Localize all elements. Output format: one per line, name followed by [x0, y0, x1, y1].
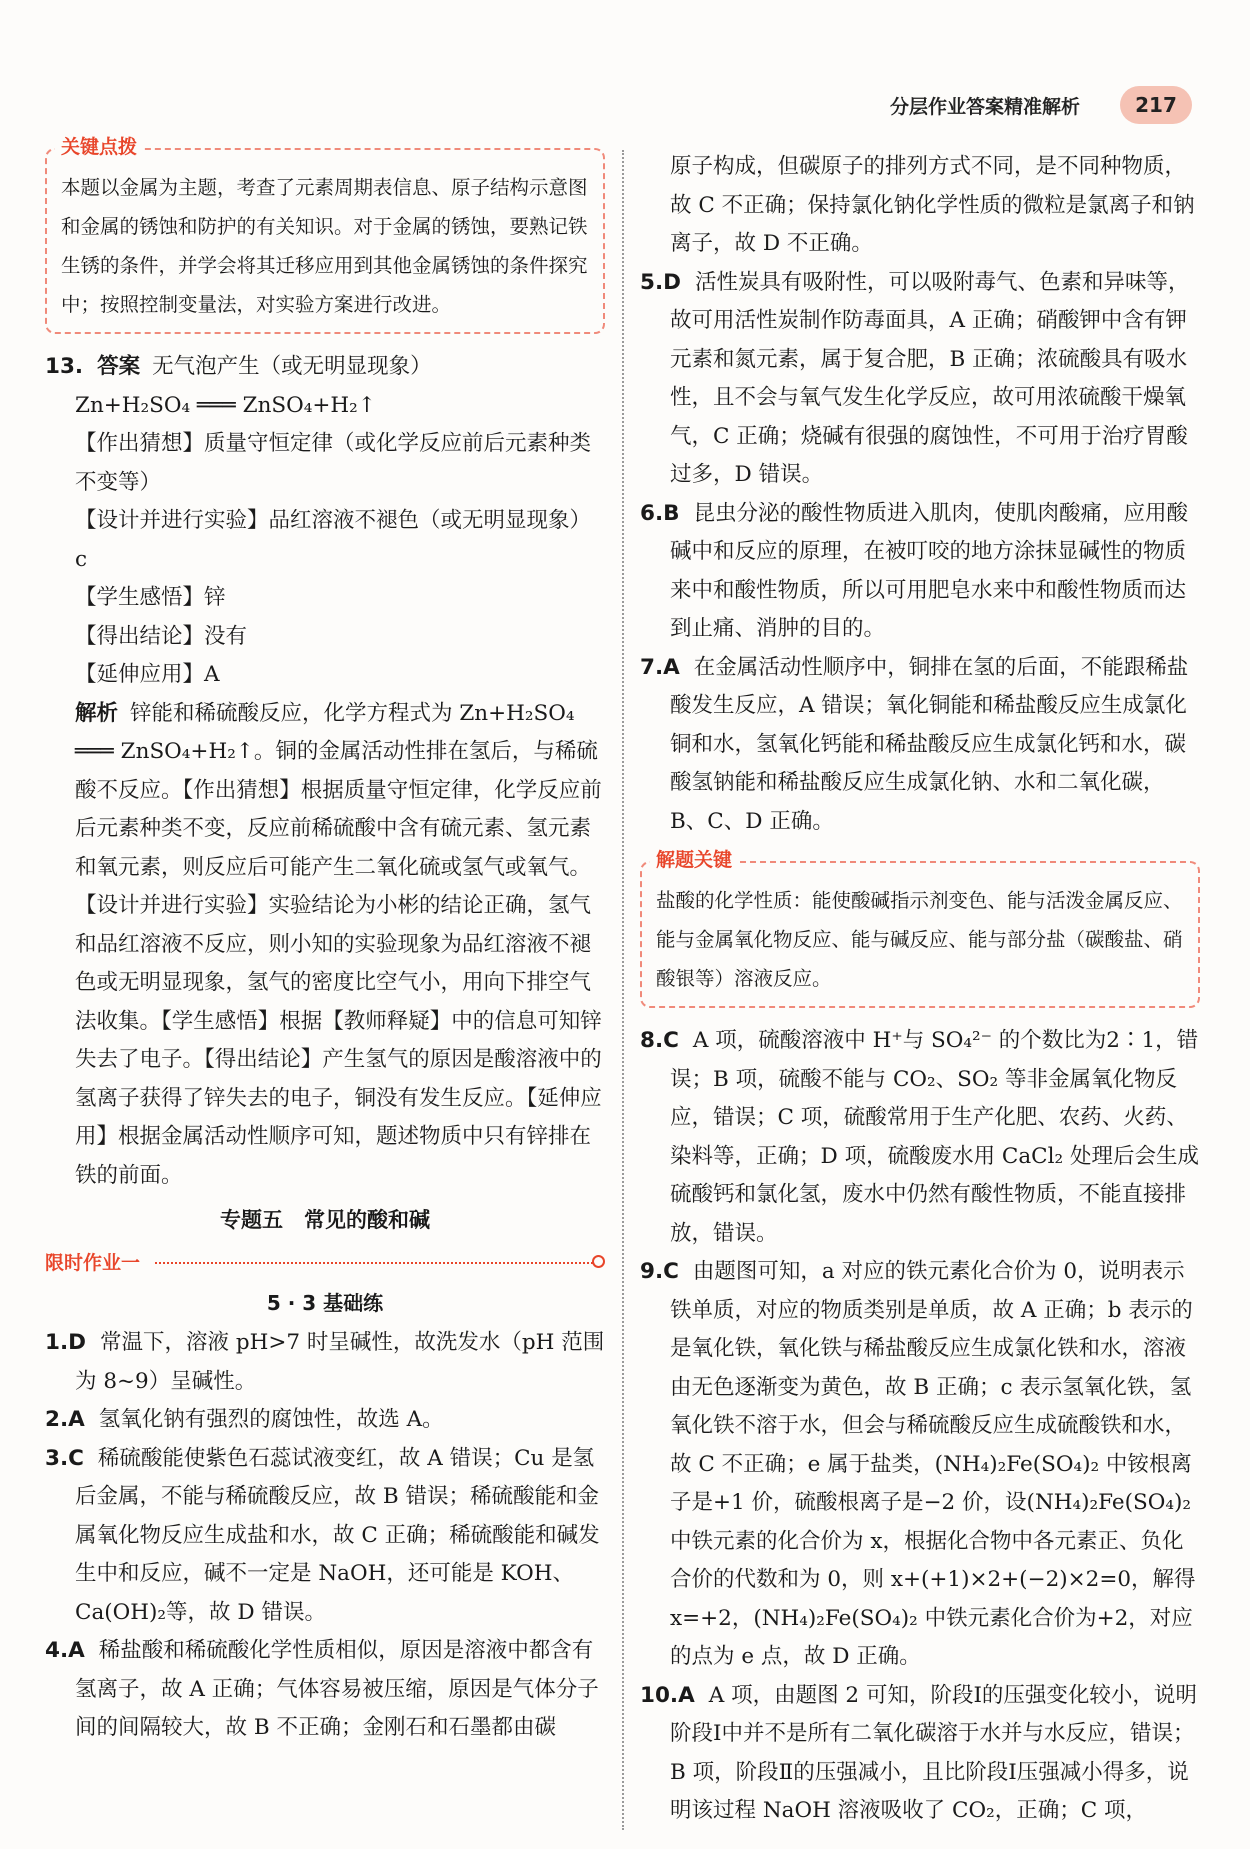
answer-line: 【得出结论】没有	[75, 623, 248, 649]
solution-key-title: 解题关键	[650, 845, 738, 875]
item-number: 10.A	[640, 1682, 695, 1708]
item-number: 1.D	[45, 1330, 86, 1355]
item-text: 稀盐酸和稀硫酸化学性质相似，原因是溶液中都含有氢离子，故 A 正确；气体容易被压缩，原因是气体分子间的间隔较大，故 B 不正确；金刚石和石墨都由碳	[75, 1638, 599, 1740]
solution-key-text: 盐酸的化学性质：能使酸碱指示剂变色、能与活泼金属反应、能与金属氧化物反应、能与碱反应、能与部分盐（碳酸盐、硝酸银等）溶液反应。	[656, 889, 1183, 990]
analysis-text: 锌能和稀硫酸反应，化学方程式为 Zn+H₂SO₄ ═══ ZnSO₄+H₂↑。铜的金属活动性排在氢后，与稀硫酸不反应。【作出猜想】根据质量守恒定律，化学反应前后元素种类不变，反应前稀硫酸中含有硫元素、氢元素和氧元素，则反应后可能产生二氧化硫或氢气或氧气。【设计并进行实验】实验结论为小彬的结论正确，氢气和品红溶液不反应，则小知的实验现象为品红溶液不褪色或无明显现象，氢气的密度比空气小，用向下排空气法收集。【学生感悟】根据【教师释疑】中的信息可知锌失去了电子。【得出结论】产生氢气的原因是酸溶液中的氢离子获得了锌失去的电子，铜没有发生反应。【延伸应用】根据金属活动性顺序可知，题述物质中只有锌排在铁的前面。	[75, 700, 602, 1188]
right-column	[640, 148, 1200, 1831]
answer-item	[640, 1022, 1200, 1253]
practice-subtitle: 5 · 3 基础练	[266, 1290, 384, 1315]
homework-bar	[45, 1244, 605, 1280]
column-divider	[622, 150, 624, 1830]
answer-line: 【学生感悟】锌	[75, 585, 226, 610]
answer-line: 【作出猜想】质量守恒定律（或化学反应前后元素种类不变等）	[75, 431, 592, 495]
answer-item	[45, 1401, 605, 1440]
item-number: 2.A	[45, 1407, 85, 1432]
item-number: 9.C	[640, 1259, 679, 1284]
item-text: 在金属活动性顺序中，铜排在氢的后面，不能跟稀盐酸发生反应，A 错误；氧化铜能和稀盐酸反应生成氯化铜和水，氢氧化钙能和稀盐酸反应生成氯化钙和水，碳酸氢钠能和稀盐酸反应生成氯化钠、水和二氧化碳，B、C、D 正确。	[670, 654, 1189, 834]
continued-text: 原子构成，但碳原子的排列方式不同，是不同种物质，故 C 不正确；保持氯化钠化学性质的微粒是氯离子和钠离子，故 D 不正确。	[670, 154, 1195, 256]
answer-text: 无气泡产生（或无明显现象）	[152, 354, 432, 379]
answer-label: 答案	[97, 354, 141, 379]
answer-item	[45, 1632, 605, 1748]
answer-line: 【延伸应用】A	[75, 662, 220, 687]
answer-item	[640, 495, 1200, 649]
item-text: 常温下，溶液 pH>7 时呈碱性，故洗发水（pH 范围为 8~9）呈碱性。	[75, 1330, 605, 1394]
question-13-number: 13.	[45, 354, 84, 379]
key-tip-text: 本题以金属为主题，考查了元素周期表信息、原子结构示意图和金属的锈蚀和防护的有关知识。对于金属的锈蚀，要熟记铁生锈的条件，并学会将其迁移应用到其他金属锈蚀的条件探究中；按照控制变量法，对实验方案进行改进。	[61, 176, 588, 316]
item-number: 5.D	[640, 269, 681, 295]
left-column	[45, 136, 605, 1748]
homework-label: 限时作业一	[45, 1244, 146, 1283]
answer-item	[45, 1440, 605, 1633]
item-text: A 项，由题图 2 可知，阶段Ⅰ的压强变化较小，说明阶段Ⅰ中并不是所有二氧化碳溶于水并与水反应，错误；B 项，阶段Ⅱ的压强减小，且比阶段Ⅰ压强减小得多，说明该过程 NaOH 溶液吸收了 CO₂，正确；C 项，	[670, 1682, 1197, 1823]
item-text: 氢氧化钠有强烈的腐蚀性，故选 A。	[98, 1407, 444, 1432]
item-number: 8.C	[640, 1028, 679, 1053]
key-tip-title: 关键点拨	[55, 132, 143, 162]
page-number-badge: 217	[1120, 86, 1192, 124]
question-13	[45, 348, 605, 1195]
circle-icon	[592, 1255, 605, 1268]
key-tip-box	[45, 136, 605, 334]
analysis-label: 解析	[75, 700, 119, 726]
section-title: 专题五 常见的酸和碱	[220, 1208, 430, 1232]
answer-equation: Zn+H₂SO₄ ═══ ZnSO₄+H₂↑	[75, 392, 376, 418]
answer-item	[640, 649, 1200, 842]
item-text: A 项，硫酸溶液中 H⁺与 SO₄²⁻ 的个数比为2∶1，错误；B 项，硫酸不能与 CO₂、SO₂ 等非金属氧化物反应，错误；C 项，硫酸常用于生产化肥、农药、火药、染料等，正确；D 项，硫酸废水用 CaCl₂ 处理后会生成硫酸钙和氯化氢，废水中仍然有酸性物质，不能直接排放，错误。	[670, 1028, 1199, 1246]
item-number: 7.A	[640, 654, 680, 680]
item-number: 3.C	[45, 1445, 84, 1471]
running-header: 分层作业答案精准解析	[890, 96, 1081, 118]
answer-item	[640, 264, 1200, 495]
answer-item	[640, 1677, 1200, 1831]
item-number: 4.A	[45, 1638, 85, 1663]
item-text: 昆虫分泌的酸性物质进入肌肉，使肌肉酸痛，应用酸碱中和反应的原理，在被叮咬的地方涂抹显碱性的物质来中和酸性物质，所以可用肥皂水来中和酸性物质而达到止痛、消肿的目的。	[670, 500, 1189, 641]
item-number: 6.B	[640, 500, 680, 526]
item-text: 稀硫酸能使紫色石蕊试液变红，故 A 错误；Cu 是氢后金属，不能与稀硫酸反应，故 B 错误；稀硫酸能和金属氧化物反应生成盐和水，故 C 正确；稀硫酸能和碱发生中和反应，碱不一定是 NaOH，还可能是 KOH、Ca(OH)₂等，故 D 错误。	[75, 1445, 600, 1625]
answer-item	[45, 1324, 605, 1401]
solution-key-box	[640, 849, 1200, 1008]
item-text: 由题图可知，a 对应的铁元素化合价为 0，说明表示铁单质，对应的物质类别是单质，故 A 正确；b 表示的是氧化铁，氧化铁与稀盐酸反应生成氯化铁和水，溶液由无色逐渐变为黄色，故 B 正确；c 表示氢氧化铁，氢氧化铁不溶于水，但会与稀硫酸反应生成硫酸铁和水，故 C 不正确；e 属于盐类，(NH₄)₂Fe(SO₄)₂ 中铵根离子是+1 价，硫酸根离子是−2 价，设(NH₄)₂Fe(SO₄)₂ 中铁元素的化合价为 x，根据化合物中各元素正、负化合价的代数和为 0，则 x+(+1)×2+(−2)×2=0，解得 x=+2，(NH₄)₂Fe(SO₄)₂ 中铁元素化合价为+2，对应的点为 e 点，故 D 正确。	[670, 1259, 1196, 1669]
answer-item	[640, 1253, 1200, 1677]
item-text: 活性炭具有吸附性，可以吸附毒气、色素和异味等，故可用活性炭制作防毒面具，A 正确；硝酸钾中含有钾元素和氮元素，属于复合肥，B 正确；浓硫酸具有吸水性，且不会与氧气发生化学反应，故可用浓硫酸干燥氧气，C 正确；烧碱有很强的腐蚀性，不可用于治疗胃酸过多，D 错误。	[670, 269, 1190, 487]
answer-line: 【设计并进行实验】品红溶液不褪色（或无明显现象） c	[75, 508, 592, 572]
homework-dotted-rule	[155, 1262, 593, 1264]
